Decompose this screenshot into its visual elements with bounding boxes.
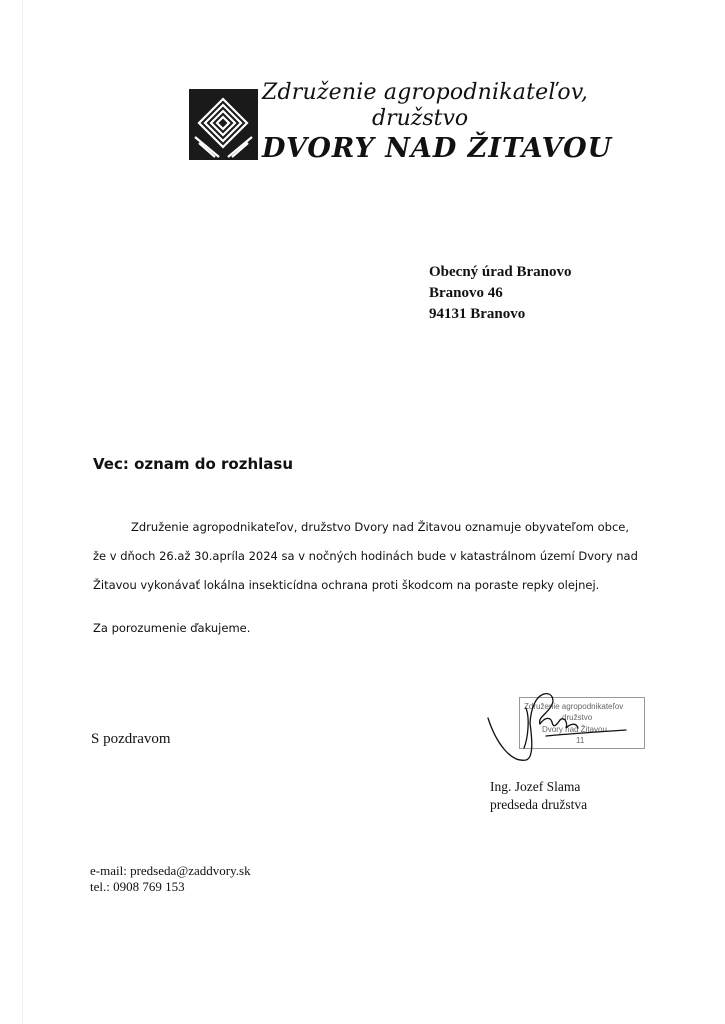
subject-line: Vec: oznam do rozhlasu	[93, 455, 294, 473]
stamp-line4: 11	[576, 736, 585, 745]
letterhead-line1: Združenie agropodnikateľov,	[262, 80, 589, 105]
recipient-city: 94131 Branovo	[429, 306, 526, 322]
stamp-line2: družstvo	[562, 713, 593, 722]
body-line-1: Združenie agropodnikateľov, družstvo Dvory nad Žitavou oznamuje obyvateľom obce,	[131, 520, 629, 534]
letter-body	[93, 513, 653, 600]
closing-greeting: S pozdravom	[91, 731, 171, 747]
scan-edge	[22, 0, 23, 1024]
signer-title: predseda družstva	[490, 797, 588, 812]
contact-email[interactable]: e-mail: predseda@zaddvory.sk	[90, 863, 251, 878]
recipient-address	[429, 262, 572, 325]
contact-info	[90, 863, 251, 895]
thanks-line: Za porozumenie ďakujeme.	[93, 621, 251, 635]
recipient-street: Branovo 46	[429, 285, 503, 301]
company-logo	[189, 89, 258, 160]
stamp-line3: Dvory nad Žitavou	[542, 725, 607, 734]
letterhead-line2: družstvo	[372, 106, 469, 131]
body-line-2: že v dňoch 26.až 30.apríla 2024 sa v nočných hodinách bude v katastrálnom území Dvory nad	[93, 549, 638, 563]
signer-name: Ing. Jozef Slama	[490, 779, 581, 794]
contact-phone: tel.: 0908 769 153	[90, 879, 185, 894]
body-line-3: Žitavou vykonávať lokálna insekticídna ochrana proti škodcom na poraste repky olejnej.	[93, 578, 600, 592]
recipient-name: Obecný úrad Branovo	[429, 264, 572, 280]
stamp-line1: Združenie agropodnikateľov	[524, 702, 624, 711]
handwritten-signature	[486, 688, 636, 768]
signer-block	[490, 778, 587, 814]
letterhead-line3: DVORY NAD ŽITAVOU	[262, 133, 613, 164]
